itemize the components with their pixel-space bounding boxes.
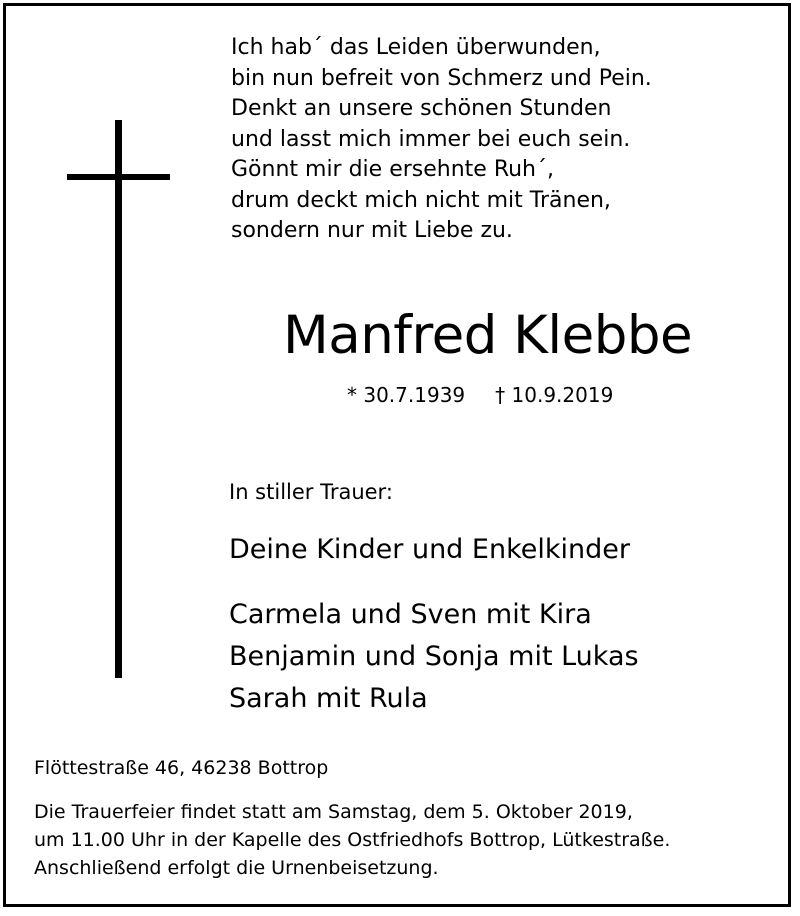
deceased-name: Manfred Klebbe <box>283 305 693 366</box>
poem-line: Gönnt mir die ersehnte Ruh´, <box>231 157 554 182</box>
life-dates <box>347 382 613 408</box>
family-list-item: Sarah mit Rula <box>229 683 428 714</box>
family-list-item: Benjamin und Sonja mit Lukas <box>229 641 639 672</box>
poem-line: bin nun befreit von Schmerz und Pein. <box>231 65 652 91</box>
ceremony-info <box>34 798 670 882</box>
mourning-intro: In stiller Trauer: <box>229 480 393 504</box>
address: Flöttestraße 46, 46238 Bottrop <box>34 757 329 779</box>
poem <box>231 33 652 247</box>
family-headline: Deine Kinder und Enkelkinder <box>229 534 630 565</box>
poem-line: und lasst mich immer bei euch sein. <box>231 126 631 152</box>
poem-line: Ich hab´ das Leiden überwunden, <box>231 35 601 60</box>
poem-line: drum deckt mich nicht mit Tränen, <box>231 187 611 213</box>
cross-icon <box>115 120 122 678</box>
ceremony-line: Anschließend erfolgt die Urnenbeisetzung. <box>34 857 439 879</box>
birth-date: * 30.7.1939 <box>347 383 466 407</box>
family-list-item: Carmela und Sven mit Kira <box>229 599 592 630</box>
poem-line: sondern nur mit Liebe zu. <box>231 218 513 243</box>
cross-icon-beam <box>67 174 170 180</box>
ceremony-line: um 11.00 Uhr in der Kapelle des Ostfriedhofs Bottrop, Lütkestraße. <box>34 829 671 851</box>
ceremony-line: Die Trauerfeier findet statt am Samstag, dem 5. Oktober 2019, <box>34 801 633 823</box>
family-list <box>229 594 639 720</box>
death-date: † 10.9.2019 <box>495 383 614 407</box>
poem-line: Denkt an unsere schönen Stunden <box>231 96 612 121</box>
